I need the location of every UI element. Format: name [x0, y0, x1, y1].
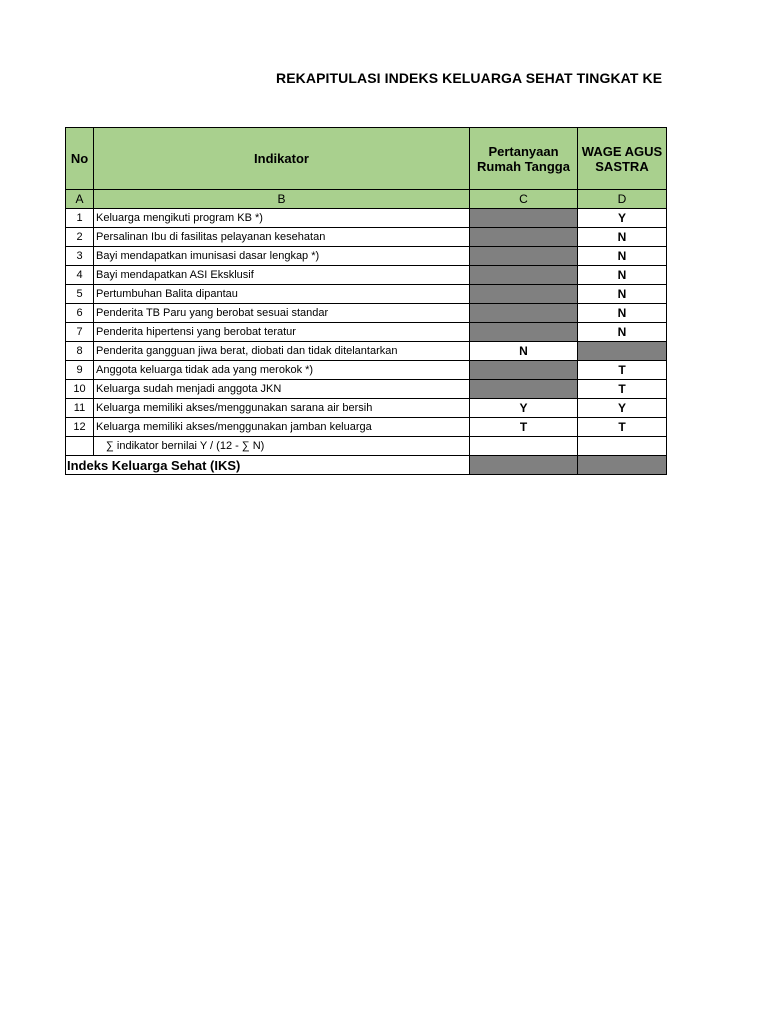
table-row [66, 418, 667, 437]
wage-cell[interactable]: N [578, 304, 667, 323]
wage-cell[interactable]: N [578, 266, 667, 285]
table-row [66, 380, 667, 399]
indicator-cell[interactable]: Persalinan Ibu di fasilitas pelayanan kesehatan [94, 228, 470, 247]
pertanyaan-cell[interactable] [470, 323, 578, 342]
row-number[interactable]: 1 [66, 209, 94, 228]
header-row [66, 128, 667, 190]
wage-cell[interactable]: T [578, 361, 667, 380]
pertanyaan-cell[interactable] [470, 304, 578, 323]
indicator-cell[interactable]: Keluarga sudah menjadi anggota JKN [94, 380, 470, 399]
sum-pertanyaan-cell[interactable] [470, 437, 578, 456]
iks-pertanyaan-cell[interactable] [470, 456, 578, 475]
wage-cell[interactable] [578, 342, 667, 361]
wage-cell[interactable]: N [578, 323, 667, 342]
column-letter-b[interactable]: B [94, 190, 470, 209]
row-number[interactable]: 11 [66, 399, 94, 418]
table-row [66, 304, 667, 323]
pertanyaan-cell[interactable] [470, 361, 578, 380]
sum-label[interactable]: ∑ indikator bernilai Y / (12 - ∑ N) [94, 437, 470, 456]
pertanyaan-cell[interactable] [470, 266, 578, 285]
pertanyaan-cell[interactable] [470, 285, 578, 304]
wage-cell[interactable]: T [578, 380, 667, 399]
table-row [66, 228, 667, 247]
row-number[interactable]: 5 [66, 285, 94, 304]
table-row [66, 342, 667, 361]
header-no[interactable]: No [66, 128, 94, 190]
table-row [66, 399, 667, 418]
row-number[interactable]: 3 [66, 247, 94, 266]
header-wage[interactable]: WAGE AGUS SASTRA [578, 128, 667, 190]
indicator-cell[interactable]: Keluarga mengikuti program KB *) [94, 209, 470, 228]
iks-table [65, 127, 667, 475]
wage-cell[interactable]: Y [578, 209, 667, 228]
indicator-cell[interactable]: Keluarga memiliki akses/menggunakan jamban keluarga [94, 418, 470, 437]
indicator-cell[interactable]: Bayi mendapatkan ASI Eksklusif [94, 266, 470, 285]
table-row [66, 247, 667, 266]
pertanyaan-cell[interactable] [470, 380, 578, 399]
pertanyaan-cell[interactable]: Y [470, 399, 578, 418]
wage-cell[interactable]: Y [578, 399, 667, 418]
iks-wage-cell[interactable] [578, 456, 667, 475]
row-number[interactable]: 12 [66, 418, 94, 437]
iks-row [66, 456, 667, 475]
table-row [66, 209, 667, 228]
row-number[interactable]: 7 [66, 323, 94, 342]
wage-cell[interactable]: N [578, 285, 667, 304]
column-letter-d[interactable]: D [578, 190, 667, 209]
row-number[interactable]: 8 [66, 342, 94, 361]
page-title: REKAPITULASI INDEKS KELUARGA SEHAT TINGKAT KE [276, 70, 663, 86]
wage-cell[interactable]: T [578, 418, 667, 437]
indicator-cell[interactable]: Bayi mendapatkan imunisasi dasar lengkap *) [94, 247, 470, 266]
table-row [66, 361, 667, 380]
sum-wage-cell[interactable] [578, 437, 667, 456]
pertanyaan-cell[interactable]: T [470, 418, 578, 437]
indicator-cell[interactable]: Keluarga memiliki akses/menggunakan sarana air bersih [94, 399, 470, 418]
row-number[interactable]: 2 [66, 228, 94, 247]
indicator-cell[interactable]: Anggota keluarga tidak ada yang merokok *) [94, 361, 470, 380]
pertanyaan-cell[interactable] [470, 209, 578, 228]
row-number[interactable]: 6 [66, 304, 94, 323]
column-letter-a[interactable]: A [66, 190, 94, 209]
wage-cell[interactable]: N [578, 228, 667, 247]
table-row [66, 266, 667, 285]
indicator-cell[interactable]: Penderita hipertensi yang berobat teratur [94, 323, 470, 342]
pertanyaan-cell[interactable] [470, 228, 578, 247]
sum-no-cell[interactable] [66, 437, 94, 456]
sum-row [66, 437, 667, 456]
table-row [66, 285, 667, 304]
wage-cell[interactable]: N [578, 247, 667, 266]
column-letter-c[interactable]: C [470, 190, 578, 209]
iks-label[interactable]: Indeks Keluarga Sehat (IKS) [66, 456, 470, 475]
header-indikator[interactable]: Indikator [94, 128, 470, 190]
pertanyaan-cell[interactable]: N [470, 342, 578, 361]
pertanyaan-cell[interactable] [470, 247, 578, 266]
column-letter-row [66, 190, 667, 209]
table-row [66, 323, 667, 342]
row-number[interactable]: 9 [66, 361, 94, 380]
indicator-cell[interactable]: Penderita gangguan jiwa berat, diobati dan tidak ditelantarkan [94, 342, 470, 361]
indicator-cell[interactable]: Pertumbuhan Balita dipantau [94, 285, 470, 304]
indicator-cell[interactable]: Penderita TB Paru yang berobat sesuai standar [94, 304, 470, 323]
header-pertanyaan[interactable]: Pertanyaan Rumah Tangga [470, 128, 578, 190]
row-number[interactable]: 10 [66, 380, 94, 399]
row-number[interactable]: 4 [66, 266, 94, 285]
